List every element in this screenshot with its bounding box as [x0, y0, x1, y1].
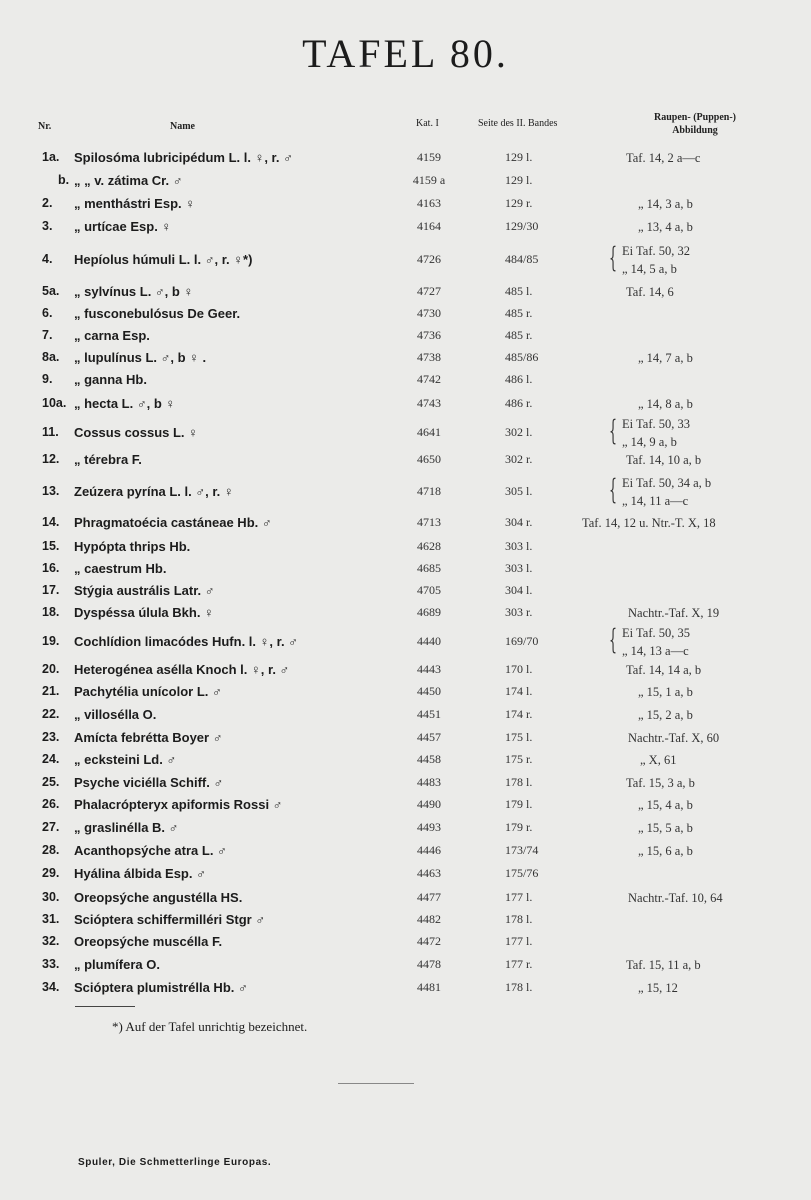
figure-reference-line2: „ 14, 13 a—c — [622, 644, 689, 658]
catalog-number: 4159 — [417, 150, 441, 164]
page-reference: 177 l. — [505, 934, 533, 948]
row-number: 9. — [42, 372, 53, 386]
row-number: 27. — [42, 820, 60, 834]
row-number: 18. — [42, 605, 60, 619]
table-row — [0, 605, 811, 625]
figure-reference: „ 13, 4 a, b — [638, 220, 693, 234]
figure-reference: Taf. 14, 6 — [626, 285, 674, 299]
page-reference: 178 l. — [505, 775, 533, 789]
header-seite: Seite des II. Bandes — [478, 118, 558, 129]
row-number: 21. — [42, 684, 60, 698]
species-name: Hepíolus húmuli L. l. ♂, r. ♀*) — [74, 252, 253, 267]
species-name: „ fusconebulósus De Geer. — [74, 306, 241, 321]
species-name: Zeúzera pyrína L. l. ♂, r. ♀ — [74, 484, 234, 499]
figure-reference: „ 15, 1 a, b — [638, 685, 693, 699]
catalog-number: 4477 — [417, 890, 441, 904]
species-name: „ lupulínus L. ♂, b ♀ . — [74, 350, 207, 365]
row-number: 4. — [42, 252, 53, 266]
page-reference: 304 l. — [505, 583, 533, 597]
species-name: Amícta febrétta Boyer ♂ — [74, 730, 223, 745]
species-name: „ menthástri Esp. ♀ — [74, 196, 195, 211]
page-reference: 303 r. — [505, 605, 533, 619]
page-reference: 175 r. — [505, 752, 533, 766]
species-name: Oreopsýche angustélla HS. — [74, 890, 243, 905]
catalog-number: 4685 — [417, 561, 441, 575]
brace-icon: { — [609, 623, 618, 656]
species-name: Stýgia austrális Latr. ♂ — [74, 583, 215, 598]
species-name: Hyálina álbida Esp. ♂ — [74, 866, 206, 881]
row-number: 16. — [42, 561, 60, 575]
page-reference: 129 r. — [505, 196, 533, 210]
row-number: 13. — [42, 484, 60, 498]
row-number: 10a. — [42, 396, 67, 410]
row-number: 28. — [42, 843, 60, 857]
catalog-number: 4689 — [417, 605, 441, 619]
catalog-number: 4730 — [417, 306, 441, 320]
species-name: Scióptera plumistrélla Hb. ♂ — [74, 980, 248, 995]
catalog-number: 4493 — [417, 820, 441, 834]
figure-reference-line2: „ 14, 9 a, b — [622, 435, 677, 449]
figure-reference: Taf. 14, 14 a, b — [626, 663, 702, 677]
table-row — [0, 473, 811, 508]
table-row — [0, 623, 811, 658]
table-row — [0, 583, 811, 603]
table-row — [0, 797, 811, 817]
row-number: 1a. — [42, 150, 60, 164]
table-row — [0, 219, 811, 239]
table-row — [0, 866, 811, 886]
species-name: „ „ v. zátima Cr. ♂ — [74, 173, 183, 188]
figure-reference-line1: Ei Taf. 50, 34 a, b — [622, 476, 712, 490]
figure-reference-line2: „ 14, 11 a—c — [622, 494, 689, 508]
row-number: 32. — [42, 934, 60, 948]
catalog-number: 4713 — [417, 515, 441, 529]
row-number: 12. — [42, 452, 60, 466]
page-reference: 129 l. — [505, 150, 533, 164]
row-number: 2. — [42, 196, 53, 210]
table-row — [0, 196, 811, 216]
table-row — [0, 150, 811, 170]
row-number: 5a. — [42, 284, 60, 298]
species-name: Scióptera schiffermilléri Stgr ♂ — [74, 912, 266, 927]
figure-reference: Taf. 14, 2 a—c — [626, 151, 701, 165]
figure-reference: Nachtr.-Taf. X, 19 — [628, 606, 720, 620]
table-row — [0, 561, 811, 581]
catalog-number: 4457 — [417, 730, 441, 744]
row-number: 14. — [42, 515, 60, 529]
species-name: „ ganna Hb. — [74, 372, 147, 387]
catalog-number: 4483 — [417, 775, 441, 789]
table-row — [0, 662, 811, 682]
header-name: Name — [170, 121, 195, 132]
page-reference: 177 l. — [505, 890, 533, 904]
table-row — [0, 730, 811, 750]
page-reference: 302 r. — [505, 452, 533, 466]
brace-icon: { — [609, 473, 618, 506]
page-reference: 169/70 — [505, 634, 539, 648]
catalog-number: 4641 — [417, 425, 441, 439]
row-number: 7. — [42, 328, 53, 342]
row-number: 24. — [42, 752, 60, 766]
page-reference: 485/86 — [505, 350, 539, 364]
catalog-number: 4164 — [417, 219, 441, 233]
table-row — [0, 241, 811, 276]
table-row — [0, 775, 811, 795]
catalog-number: 4458 — [417, 752, 441, 766]
species-name: „ graslinélla B. ♂ — [74, 820, 179, 835]
figure-reference: „ 14, 3 a, b — [638, 197, 693, 211]
row-number: 17. — [42, 583, 60, 597]
species-name: „ villosélla O. — [74, 707, 157, 722]
table-row — [0, 396, 811, 416]
page-reference: 175 l. — [505, 730, 533, 744]
figure-reference: „ 15, 6 a, b — [638, 844, 693, 858]
species-name: „ sylvínus L. ♂, b ♀ — [74, 284, 194, 299]
table-row — [0, 912, 811, 932]
row-number: b. — [58, 173, 70, 187]
table-row — [0, 515, 811, 535]
catalog-number: 4718 — [417, 484, 441, 498]
page-reference: 177 r. — [505, 957, 533, 971]
figure-reference: „ 14, 7 a, b — [638, 351, 693, 365]
page-reference: 178 l. — [505, 980, 533, 994]
divider — [338, 1083, 414, 1084]
page-reference: 175/76 — [505, 866, 539, 880]
species-name: Cochlídion limacódes Hufn. l. ♀, r. ♂ — [74, 634, 298, 649]
species-name: Heterogénea asélla Knoch l. ♀, r. ♂ — [74, 662, 290, 677]
page-reference: 485 l. — [505, 284, 533, 298]
figure-reference: Taf. 14, 10 a, b — [626, 453, 702, 467]
table-row — [0, 328, 811, 348]
row-number: 22. — [42, 707, 60, 721]
species-name: „ térebra F. — [74, 452, 142, 467]
species-name: Cossus cossus L. ♀ — [74, 425, 198, 440]
catalog-number: 4628 — [417, 539, 441, 553]
figure-reference-line1: Ei Taf. 50, 32 — [622, 244, 690, 258]
species-name: Phragmatoécia castáneae Hb. ♂ — [74, 515, 272, 530]
header-abbildung — [630, 111, 760, 137]
page-reference: 303 l. — [505, 561, 533, 575]
table-row — [0, 173, 811, 193]
row-number: 29. — [42, 866, 60, 880]
figure-reference-line2: „ 14, 5 a, b — [622, 262, 677, 276]
page-reference: 178 l. — [505, 912, 533, 926]
catalog-number: 4478 — [417, 957, 441, 971]
figure-reference: „ X, 61 — [640, 753, 677, 767]
catalog-number: 4481 — [417, 980, 441, 994]
brace-icon: { — [609, 241, 618, 274]
catalog-number: 4451 — [417, 707, 441, 721]
table-row — [0, 414, 811, 449]
species-name: Psyche viciélla Schiff. ♂ — [74, 775, 224, 790]
figure-reference: „ 15, 5 a, b — [638, 821, 693, 835]
table-row — [0, 539, 811, 559]
row-number: 6. — [42, 306, 53, 320]
species-name: Acanthopsýche atra L. ♂ — [74, 843, 227, 858]
page-title: TAFEL 80. — [302, 31, 509, 76]
catalog-number: 4705 — [417, 583, 441, 597]
header-kat: Kat. I — [416, 118, 439, 129]
figure-reference: Taf. 14, 12 u. Ntr.-T. X, 18 — [582, 516, 716, 530]
row-number: 3. — [42, 219, 53, 233]
page-reference: 305 l. — [505, 484, 533, 498]
species-name: Dyspéssa úlula Bkh. ♀ — [74, 605, 214, 620]
table-row — [0, 707, 811, 727]
table-row — [0, 284, 811, 304]
catalog-number: 4443 — [417, 662, 441, 676]
table-row — [0, 684, 811, 704]
header-abbildung-line1: Raupen- (Puppen-) — [654, 112, 736, 123]
table-row — [0, 980, 811, 1000]
table-row — [0, 820, 811, 840]
catalog-number: 4446 — [417, 843, 441, 857]
figure-reference: „ 14, 8 a, b — [638, 397, 693, 411]
catalog-number: 4463 — [417, 866, 441, 880]
page-footer: Spuler, Die Schmetterlinge Europas. — [78, 1157, 272, 1168]
catalog-number: 4650 — [417, 452, 441, 466]
species-name: Hypópta thrips Hb. — [74, 539, 191, 554]
row-number: 20. — [42, 662, 60, 676]
page-reference: 486 r. — [505, 396, 533, 410]
catalog-number: 4726 — [417, 252, 441, 266]
row-number: 31. — [42, 912, 60, 926]
catalog-number: 4490 — [417, 797, 441, 811]
table-row — [0, 372, 811, 392]
catalog-number: 4738 — [417, 350, 441, 364]
figure-reference — [622, 624, 811, 660]
species-name: „ ecksteini Ld. ♂ — [74, 752, 177, 767]
row-number: 25. — [42, 775, 60, 789]
figure-reference: „ 15, 12 — [638, 981, 678, 995]
catalog-number: 4450 — [417, 684, 441, 698]
row-number: 11. — [42, 425, 59, 439]
page-reference: 486 l. — [505, 372, 533, 386]
row-number: 23. — [42, 730, 60, 744]
catalog-number: 4159 a — [412, 173, 446, 187]
figure-reference: Nachtr.-Taf. X, 60 — [628, 731, 720, 745]
figure-reference: „ 15, 4 a, b — [638, 798, 693, 812]
page-reference: 179 l. — [505, 797, 533, 811]
catalog-number: 4727 — [417, 284, 441, 298]
header-abbildung-line2: Abbildung — [672, 125, 718, 136]
species-name: „ urtícae Esp. ♀ — [74, 219, 172, 234]
catalog-number: 4482 — [417, 912, 441, 926]
species-name: „ caestrum Hb. — [74, 561, 167, 576]
catalog-number: 4163 — [417, 196, 441, 210]
page-reference: 129/30 — [505, 219, 539, 233]
figure-reference-line1: Ei Taf. 50, 33 — [622, 417, 690, 431]
page-reference: 484/85 — [505, 252, 539, 266]
row-number: 8a. — [42, 350, 60, 364]
table-row — [0, 306, 811, 326]
figure-reference: Taf. 15, 11 a, b — [626, 958, 701, 972]
row-number: 33. — [42, 957, 60, 971]
page-reference: 129 l. — [505, 173, 533, 187]
figure-reference — [622, 474, 811, 510]
catalog-number: 4743 — [417, 396, 441, 410]
figure-reference: Nachtr.-Taf. 10, 64 — [628, 891, 723, 905]
table-row — [0, 350, 811, 370]
figure-reference-line1: Ei Taf. 50, 35 — [622, 626, 690, 640]
page-reference: 303 l. — [505, 539, 533, 553]
species-name: Spilosóma lubricipédum L. l. ♀, r. ♂ — [74, 150, 293, 165]
figure-reference — [622, 242, 811, 278]
species-name: „ carna Esp. — [74, 328, 150, 343]
row-number: 19. — [42, 634, 60, 648]
catalog-number: 4472 — [417, 934, 441, 948]
table-row — [0, 752, 811, 772]
table-row — [0, 957, 811, 977]
figure-reference — [622, 415, 811, 451]
page-reference: 174 l. — [505, 684, 533, 698]
page-reference: 302 l. — [505, 425, 533, 439]
page-reference: 179 r. — [505, 820, 533, 834]
catalog-number: 4440 — [417, 634, 441, 648]
page-reference: 170 l. — [505, 662, 533, 676]
page-reference: 304 r. — [505, 515, 533, 529]
footnote-rule — [75, 1006, 135, 1007]
table-row — [0, 890, 811, 910]
species-name: „ plumífera O. — [74, 957, 160, 972]
page-reference: 485 r. — [505, 328, 533, 342]
figure-reference: Taf. 15, 3 a, b — [626, 776, 695, 790]
row-number: 26. — [42, 797, 60, 811]
header-nr: Nr. — [38, 121, 52, 132]
footnote: *) Auf der Tafel unrichtig bezeichnet. — [112, 1019, 308, 1034]
page-reference: 174 r. — [505, 707, 533, 721]
species-name: Pachytélia unícolor L. ♂ — [74, 684, 222, 699]
row-number: 30. — [42, 890, 60, 904]
catalog-number: 4736 — [417, 328, 441, 342]
page-reference: 485 r. — [505, 306, 533, 320]
species-name: Phalacrópteryx apiformis Rossi ♂ — [74, 797, 283, 812]
figure-reference: „ 15, 2 a, b — [638, 708, 693, 722]
page-reference: 173/74 — [505, 843, 539, 857]
species-name: Oreopsýche muscélla F. — [74, 934, 223, 949]
table-row — [0, 452, 811, 472]
brace-icon: { — [609, 414, 618, 447]
catalog-number: 4742 — [417, 372, 441, 386]
species-name: „ hecta L. ♂, b ♀ — [74, 396, 176, 411]
table-row — [0, 934, 811, 954]
row-number: 15. — [42, 539, 60, 553]
row-number: 34. — [42, 980, 60, 994]
table-row — [0, 843, 811, 863]
